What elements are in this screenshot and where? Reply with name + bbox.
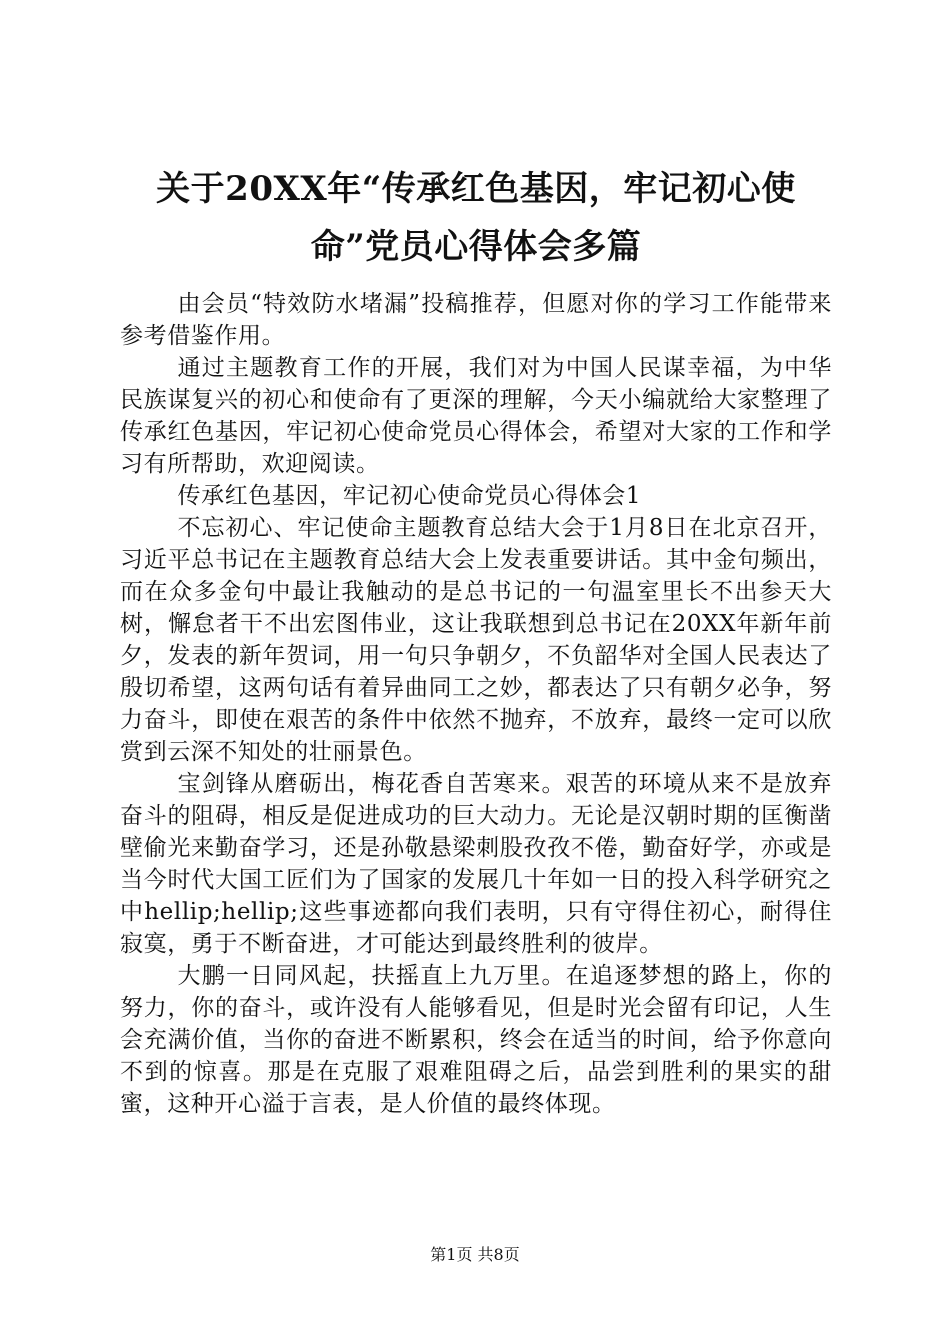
paragraph-summary: 通过主题教育工作的开展，我们对为中国人民谋幸福，为中华民族谋复兴的初心和使命有了更深的理解，今天小编就给大家整理了传承红色基因，牢记初心使命党员心得体会，希望对大家的工作和学习有所帮助，欢迎阅读。 [120,355,832,477]
document-body [120,288,832,1120]
paragraph-intro: 由会员“特效防水堵漏”投稿推荐，但愿对你的学习工作能带来参考借鉴作用。 [120,291,832,349]
paragraph-body-3: 大鹏一日同风起，扶摇直上九万里。在追逐梦想的路上，你的努力，你的奋斗，或许没有人能够看见，但是时光会留有印记，人生会充满价值，当你的奋进不断累积，终会在适当的时间，给予你意向不到的惊喜。那是在克服了艰难阻碍之后，品尝到胜利的果实的甜蜜，这种开心溢于言表，是人价值的最终体现。 [120,963,832,1117]
section-heading: 传承红色基因，牢记初心使命党员心得体会1 [177,483,642,509]
document-title [120,160,832,276]
page-footer: 第1页 共8页 [430,1245,520,1264]
title-line-2: 命”党员心得体会多篇 [310,227,642,267]
document-page [120,160,832,1120]
paragraph-body-2: 宝剑锋从磨砺出，梅花香自苦寒来。艰苦的环境从来不是放弃奋斗的阻碍，相反是促进成功的巨大动力。无论是汉朝时期的匡衡凿壁偷光来勤奋学习，还是孙敬悬梁刺股孜孜不倦，勤奋好学，亦或是当今时代大国工匠们为了国家的发展几十年如一日的投入科学研究之中hellip;hellip;这些事迹都向我们表明，只有守得住初心，耐得住寂寞，勇于不断奋进，才可能达到最终胜利的彼岸。 [120,771,832,957]
title-line-1: 关于20XX年“传承红色基因，牢记初心使 [156,169,796,209]
paragraph-body-1: 不忘初心、牢记使命主题教育总结大会于1月8日在北京召开，习近平总书记在主题教育总结大会上发表重要讲话。其中金句频出，而在众多金句中最让我触动的是总书记的一句温室里长不出参天大树，懈怠者干不出宏图伟业，这让我联想到总书记在20XX年新年前夕，发表的新年贺词，用一句只争朝夕，不负韶华对全国人民表达了殷切希望，这两句话有着异曲同工之妙，都表达了只有朝夕必争，努力奋斗，即使在艰苦的条件中依然不抛弃，不放弃，最终一定可以欣赏到云深不知处的壮丽景色。 [120,515,832,765]
